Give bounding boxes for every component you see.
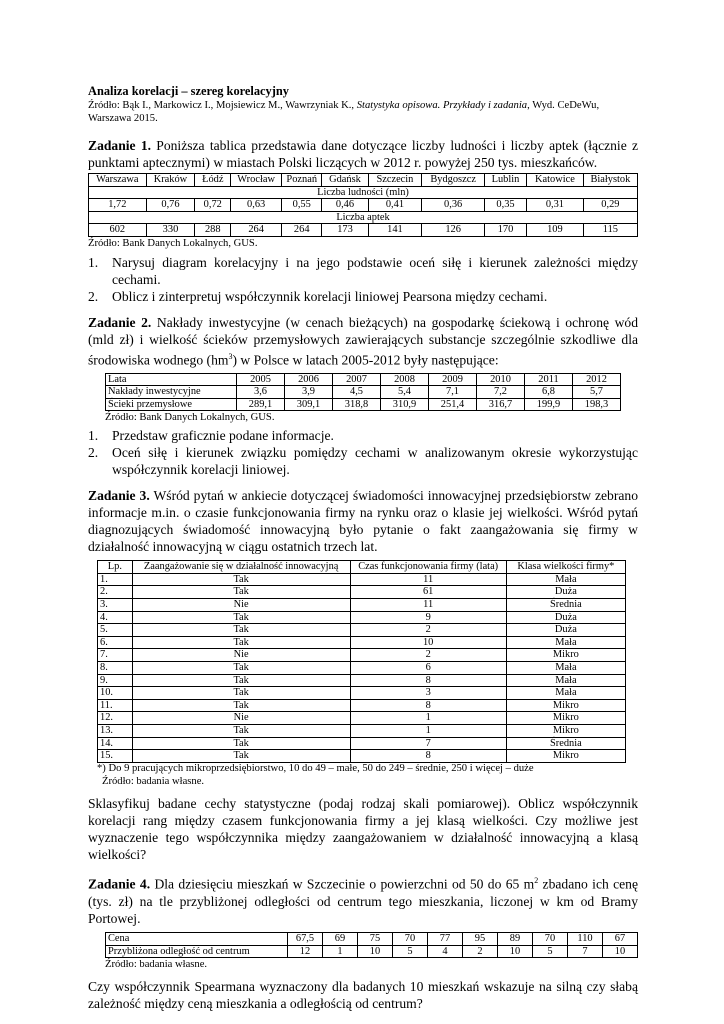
year-cell: 2008 bbox=[381, 373, 429, 386]
task1-instructions bbox=[88, 254, 638, 305]
price-cell: 75 bbox=[358, 932, 393, 945]
table-cell: 4. bbox=[98, 611, 133, 624]
table-row bbox=[98, 699, 626, 712]
price-cell: 67 bbox=[603, 932, 638, 945]
table-cell: 8. bbox=[98, 662, 133, 675]
table-cell: Mała bbox=[506, 687, 625, 700]
table-cell: Duża bbox=[506, 586, 625, 599]
table-cell: Mała bbox=[506, 674, 625, 687]
table-cell: Mikro bbox=[506, 699, 625, 712]
population-cell: 0,63 bbox=[231, 199, 282, 212]
year-cell: 2006 bbox=[285, 373, 333, 386]
distance-cell: 10 bbox=[498, 945, 533, 958]
city-header: Katowice bbox=[527, 174, 584, 187]
population-cell: 0,36 bbox=[422, 199, 485, 212]
table-cell: Tak bbox=[132, 611, 350, 624]
apartment-table bbox=[105, 932, 638, 958]
task3-question: Sklasyfikuj badane cechy statystyczne (podaj rodzaj skali pomiarowej). Oblicz współczynnik korelacji rang między czasem funkcjonowania firmy a jej klasą wielkości. Czy możliwe jest wyznaczenie tego współczynnika między zaangażowaniem w działalność innowacyjną a klasą wielkości? bbox=[88, 796, 638, 863]
table-cell: 14. bbox=[98, 737, 133, 750]
task2-source: Źródło: Bank Danych Lokalnych, GUS. bbox=[105, 412, 275, 424]
population-cell: 1,72 bbox=[89, 199, 147, 212]
city-header: Wrocław bbox=[231, 174, 282, 187]
row-label: Przybliżona odległość od centrum bbox=[106, 945, 288, 958]
investment-cell: 4,5 bbox=[333, 386, 381, 399]
price-cell: 110 bbox=[568, 932, 603, 945]
pharmacy-cell: 288 bbox=[195, 224, 231, 237]
table-cell: 11 bbox=[350, 599, 506, 612]
task1-source: Źródło: Bank Danych Lokalnych, GUS. bbox=[88, 237, 258, 249]
table-cell: 2 bbox=[350, 624, 506, 637]
row-label: Nakłady inwestycyjne bbox=[106, 386, 237, 399]
investment-cell: 5,4 bbox=[381, 386, 429, 399]
table-cell: 9. bbox=[98, 674, 133, 687]
table-cell: Tak bbox=[132, 674, 350, 687]
table-cell: 9 bbox=[350, 611, 506, 624]
distance-cell: 2 bbox=[463, 945, 498, 958]
column-header: Czas funkcjonowania firmy (lata) bbox=[350, 561, 506, 574]
table-cell: Duża bbox=[506, 611, 625, 624]
table-cell: Nie bbox=[132, 599, 350, 612]
table-row bbox=[98, 573, 626, 586]
year-cell: 2007 bbox=[333, 373, 381, 386]
table-row bbox=[98, 662, 626, 675]
price-cell: 70 bbox=[533, 932, 568, 945]
task4-source: Źródło: badania własne. bbox=[105, 959, 208, 971]
table-cell: Tak bbox=[132, 624, 350, 637]
pharmacy-cell: 170 bbox=[484, 224, 526, 237]
table-cell: Mikro bbox=[506, 725, 625, 738]
table-cell: 10. bbox=[98, 687, 133, 700]
table-footnote: *) Do 9 pracujących mikroprzedsiębiorstwo, 10 do 49 – małe, 50 do 249 – średnie, 250 i więcej – duże bbox=[97, 762, 534, 774]
task2-description: Zadanie 2. Nakłady inwestycyjne (w cenach bieżących) na gospodarkę ściekową i ochronę wód (mld zł) i wielkość ścieków przemysłowych zawierających substancje szczególnie szkodliwe dla środowiska wodnego $(hm^3)$ w Polsce w latach 2005-2012 były następujące: bbox=[88, 314, 638, 368]
table-cell: Tak bbox=[132, 737, 350, 750]
city-header: Lublin bbox=[484, 174, 526, 187]
row-label: Ścieki przemysłowe bbox=[106, 398, 237, 411]
table-cell: 6. bbox=[98, 636, 133, 649]
investment-cell: 7,2 bbox=[477, 386, 525, 399]
table-cell: 2 bbox=[350, 649, 506, 662]
distance-cell: 4 bbox=[428, 945, 463, 958]
sewage-cell: 310,9 bbox=[381, 398, 429, 411]
population-cell: 0,41 bbox=[368, 199, 422, 212]
distance-cell: 12 bbox=[288, 945, 323, 958]
table-row bbox=[98, 586, 626, 599]
table-cell: Tak bbox=[132, 573, 350, 586]
column-header: Lp. bbox=[98, 561, 133, 574]
table-cell: 3 bbox=[350, 687, 506, 700]
pharmacy-cell: 264 bbox=[231, 224, 282, 237]
distance-cell: 10 bbox=[603, 945, 638, 958]
task4-question: Czy współczynnik Spearmana wyznaczony dla badanych 10 mieszkań wskazuje na silną czy słabą zależność między ceną mieszkania a odległością od centrum? bbox=[88, 979, 638, 1012]
sewage-cell: 289,1 bbox=[237, 398, 285, 411]
pharmacy-cell: 109 bbox=[527, 224, 584, 237]
pharmacies-header: Liczba aptek bbox=[89, 211, 638, 224]
price-cell: 69 bbox=[323, 932, 358, 945]
population-cell: 0,72 bbox=[195, 199, 231, 212]
table-cell: 8 bbox=[350, 699, 506, 712]
pharmacy-cell: 115 bbox=[583, 224, 637, 237]
row-label: Lata bbox=[106, 373, 237, 386]
distance-cell: 1 bbox=[323, 945, 358, 958]
distance-cell: 7 bbox=[568, 945, 603, 958]
year-cell: 2011 bbox=[525, 373, 573, 386]
year-cell: 2012 bbox=[573, 373, 621, 386]
table-cell: 7 bbox=[350, 737, 506, 750]
task3-source: Źródło: badania własne. bbox=[102, 775, 205, 787]
price-cell: 89 bbox=[498, 932, 533, 945]
table-cell: Tak bbox=[132, 636, 350, 649]
population-cell: 0,31 bbox=[527, 199, 584, 212]
task2-instructions bbox=[88, 427, 638, 478]
pharmacy-cell: 126 bbox=[422, 224, 485, 237]
list-item: 2. Oblicz i zinterpretuj współczynnik korelacji liniowej Pearsona między cechami. bbox=[88, 288, 548, 304]
innovation-table bbox=[97, 560, 626, 763]
row-label: Cena bbox=[106, 932, 288, 945]
city-header: Gdańsk bbox=[322, 174, 368, 187]
table-cell: 11. bbox=[98, 699, 133, 712]
table-row bbox=[98, 599, 626, 612]
population-cell: 0,35 bbox=[484, 199, 526, 212]
pharmacy-cell: 173 bbox=[322, 224, 368, 237]
sewage-cell: 198,3 bbox=[573, 398, 621, 411]
list-item: 1. Przedstaw graficznie podane informacje. bbox=[88, 428, 334, 444]
task1-description: Zadanie 1. Poniższa tablica przedstawia dane dotyczące liczby ludności i liczby aptek (łącznie z punktami aptecznymi) w miastach Polski liczących w 2012 r. powyżej 250 tys. mieszkańców. bbox=[88, 138, 639, 170]
table-cell: 61 bbox=[350, 586, 506, 599]
table-row bbox=[98, 611, 626, 624]
table-cell: Mikro bbox=[506, 750, 625, 763]
list-item: 1. Narysuj diagram korelacyjny i na jego podstawie oceń siłę i kierunek zależności między cechami. bbox=[88, 254, 638, 287]
population-header: Liczba ludności (mln) bbox=[89, 186, 638, 199]
city-header: Szczecin bbox=[368, 174, 422, 187]
table-cell: 3. bbox=[98, 599, 133, 612]
pharmacy-cell: 602 bbox=[89, 224, 147, 237]
city-header: Białystok bbox=[583, 174, 637, 187]
table-cell: 2. bbox=[98, 586, 133, 599]
table-cell: Tak bbox=[132, 586, 350, 599]
year-cell: 2010 bbox=[477, 373, 525, 386]
table-cell: 5. bbox=[98, 624, 133, 637]
price-cell: 95 bbox=[463, 932, 498, 945]
city-header: Bydgoszcz bbox=[422, 174, 485, 187]
document-heading: Analiza korelacji – szereg korelacyjny bbox=[88, 84, 289, 98]
table-cell: 10 bbox=[350, 636, 506, 649]
year-cell: 2009 bbox=[429, 373, 477, 386]
table-cell: Mała bbox=[506, 573, 625, 586]
table-cell: 13. bbox=[98, 725, 133, 738]
table-cell: Nie bbox=[132, 712, 350, 725]
table-cell: Tak bbox=[132, 725, 350, 738]
city-header: Warszawa bbox=[89, 174, 147, 187]
distance-cell: 10 bbox=[358, 945, 393, 958]
table-cell: Mikro bbox=[506, 649, 625, 662]
pharmacy-table bbox=[88, 173, 638, 237]
price-cell: 67,5 bbox=[288, 932, 323, 945]
table-cell: Mała bbox=[506, 636, 625, 649]
table-cell: Tak bbox=[132, 662, 350, 675]
table-cell: 1 bbox=[350, 725, 506, 738]
table-cell: 15. bbox=[98, 750, 133, 763]
population-cell: 0,29 bbox=[583, 199, 637, 212]
table-row bbox=[98, 624, 626, 637]
population-cell: 0,46 bbox=[322, 199, 368, 212]
column-header: Zaangażowanie się w działalność innowacyjną bbox=[132, 561, 350, 574]
table-cell: 1. bbox=[98, 573, 133, 586]
investment-cell: 6,8 bbox=[525, 386, 573, 399]
table-row bbox=[98, 674, 626, 687]
table-cell: 7. bbox=[98, 649, 133, 662]
table-row bbox=[98, 636, 626, 649]
bibliographic-source: Źródło: Bąk I., Markowicz I., Mojsiewicz M., Wawrzyniak K., Statystyka opisowa. Przykłady i zadania, Wyd. CeDeWu, Warszawa 2015. bbox=[88, 100, 600, 124]
table-cell: Tak bbox=[132, 687, 350, 700]
city-header: Kraków bbox=[146, 174, 195, 187]
city-header: Łódź bbox=[195, 174, 231, 187]
sewage-cell: 251,4 bbox=[429, 398, 477, 411]
table-cell: Duża bbox=[506, 624, 625, 637]
column-header: Klasa wielkości firmy* bbox=[506, 561, 625, 574]
table-cell: 11 bbox=[350, 573, 506, 586]
table-row bbox=[98, 649, 626, 662]
year-cell: 2005 bbox=[237, 373, 285, 386]
table-cell: Mała bbox=[506, 662, 625, 675]
table-cell: Tak bbox=[132, 750, 350, 763]
task4-description: Zadanie 4. Dla dziesięciu mieszkań w Szczecinie o powierzchni od 50 do 65 $m^2$ zbadano ich cenę (tys. zł) na tle przybliżonej odległości od centrum tego mieszkania, liczonej w km od Bramy Portowej. bbox=[88, 876, 639, 926]
table-row bbox=[98, 750, 626, 763]
city-header: Poznań bbox=[282, 174, 322, 187]
investment-cell: 3,6 bbox=[237, 386, 285, 399]
pharmacy-cell: 141 bbox=[368, 224, 422, 237]
table-cell: Średnia bbox=[506, 599, 625, 612]
table-cell: Nie bbox=[132, 649, 350, 662]
table-cell: 12. bbox=[98, 712, 133, 725]
table-cell: 8 bbox=[350, 750, 506, 763]
price-cell: 70 bbox=[393, 932, 428, 945]
distance-cell: 5 bbox=[533, 945, 568, 958]
table-cell: Średnia bbox=[506, 737, 625, 750]
sewage-cell: 316,7 bbox=[477, 398, 525, 411]
document-page bbox=[88, 84, 638, 1012]
table-cell: 6 bbox=[350, 662, 506, 675]
table-cell: Tak bbox=[132, 699, 350, 712]
table-row bbox=[98, 737, 626, 750]
pharmacy-cell: 330 bbox=[146, 224, 195, 237]
table-cell: Mikro bbox=[506, 712, 625, 725]
price-cell: 77 bbox=[428, 932, 463, 945]
population-cell: 0,76 bbox=[146, 199, 195, 212]
sewage-cell: 309,1 bbox=[285, 398, 333, 411]
sewage-cell: 318,8 bbox=[333, 398, 381, 411]
task3-description: Zadanie 3. Wśród pytań w ankiecie dotyczącej świadomości innowacyjnej przedsiębiorstw zebrano informacje m.in. o czasie funkcjonowania firmy na rynku oraz o klasie jej wielkości. Wśród pytań diagnozujących świadomość innowacyjną było pytanie o fakt zaangażowania się firmy w działalność innowacyjną w ciągu ostatnich trzech lat. bbox=[88, 488, 639, 555]
distance-cell: 5 bbox=[393, 945, 428, 958]
table-row bbox=[98, 725, 626, 738]
list-item: 2. Oceń siłę i kierunek związku pomiędzy cechami w analizowanym okresie wykorzystując współczynnik korelacji liniowej. bbox=[88, 445, 638, 478]
investment-cell: 5,7 bbox=[573, 386, 621, 399]
population-cell: 0,55 bbox=[282, 199, 322, 212]
investment-cell: 3,9 bbox=[285, 386, 333, 399]
table-cell: 8 bbox=[350, 674, 506, 687]
investment-table bbox=[105, 373, 621, 412]
sewage-cell: 199,9 bbox=[525, 398, 573, 411]
table-row bbox=[98, 712, 626, 725]
table-row bbox=[98, 687, 626, 700]
table-cell: 1 bbox=[350, 712, 506, 725]
investment-cell: 7,1 bbox=[429, 386, 477, 399]
pharmacy-cell: 264 bbox=[282, 224, 322, 237]
